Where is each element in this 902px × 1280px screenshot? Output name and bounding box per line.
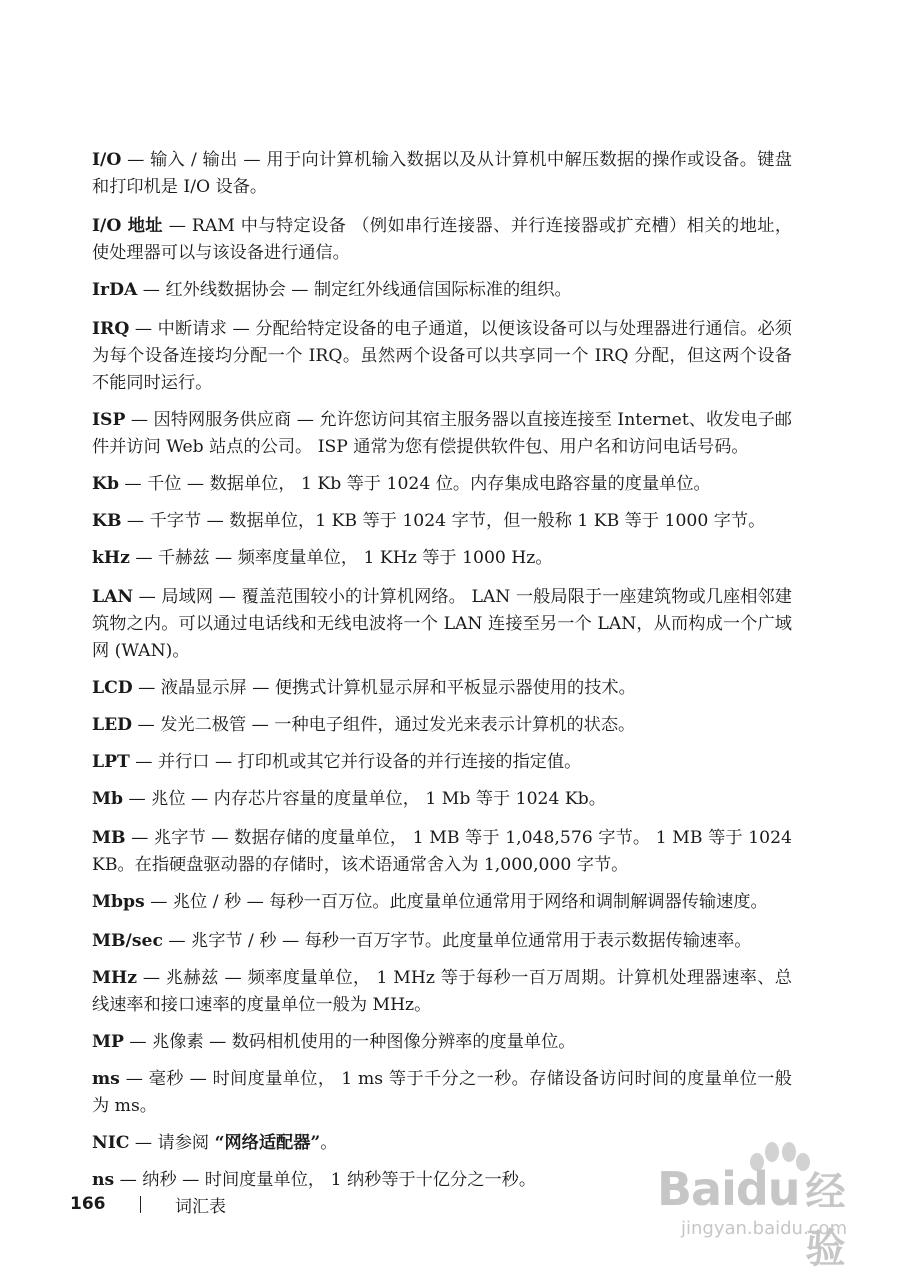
glossary-entry-io: I/O — 输入 / 输出 — 用于向计算机输入数据以及从计算机中解压数据的操作或设备。键盘和打印机是 I/O 设备。 [92, 150, 792, 197]
glossary-entry-mb-sec: MB/sec — 兆字节 / 秒 — 每秒一百万字节。此度量单位通常用于表示数据传输速率。 [92, 931, 752, 951]
glossary-entry-irda: IrDA — 红外线数据协会 — 制定红外线通信国际标准的组织。 [92, 280, 572, 300]
footer-divider [140, 1196, 142, 1213]
glossary-entry-io-address: I/O 地址 — RAM 中与特定设备 （例如串行连接器、并行连接器或扩充槽）相关的地址，使处理器可以与该设备进行通信。 [92, 216, 793, 263]
cross-reference-network-adapter[interactable]: “网络适配器” [214, 1133, 321, 1153]
glossary-entry-mb-byte: MB — 兆字节 — 数据存储的度量单位， 1 MB 等于 1,048,576 字节。 1 MB 等于 1024 KB。在指硬盘驱动器的存储时，该术语通常舍入为 1,000,000 字节。 [92, 828, 792, 875]
glossary-entry-kb-byte: KB — 千字节 — 数据单位，1 KB 等于 1024 字节，但一般称 1 KB 等于 1000 字节。 [92, 511, 766, 531]
glossary-entry-mp: MP — 兆像素 — 数码相机使用的一种图像分辨率的度量单位。 [92, 1032, 576, 1052]
glossary-entry-khz: kHz — 千赫兹 — 频率度量单位， 1 KHz 等于 1000 Hz。 [92, 548, 553, 568]
glossary-list [92, 147, 792, 1206]
glossary-entry-ns: ns — 纳秒 — 时间度量单位， 1 纳秒等于十亿分之一秒。 [92, 1170, 537, 1190]
baidu-jingyan-watermark [657, 1140, 862, 1272]
glossary-entry-mb-bit: Mb — 兆位 — 内存芯片容量的度量单位， 1 Mb 等于 1024 Kb。 [92, 789, 606, 809]
glossary-entry-irq: IRQ — 中断请求 — 分配给特定设备的电子通道，以便该设备可以与处理器进行通信。必须为每个设备连接均分配一个 IRQ。虽然两个设备可以共享同一个 IRQ 分配，但这两个设备不能同时运行。 [92, 319, 792, 393]
glossary-entry-nic: NIC — 请参阅 “网络适配器”。 [92, 1133, 338, 1153]
watermark-logo: Baidu 经验 [657, 1162, 846, 1272]
page-number: 166 [70, 1194, 106, 1214]
glossary-entry-mbps: Mbps — 兆位 / 秒 — 每秒一百万位。此度量单位通常用于网络和调制解调器传输速度。 [92, 892, 768, 912]
glossary-entry-mhz: MHz — 兆赫兹 — 频率度量单位， 1 MHz 等于每秒一百万周期。计算机处理器速率、总线速率和接口速率的度量单位一般为 MHz。 [92, 968, 792, 1015]
glossary-entry-ms: ms — 毫秒 — 时间度量单位， 1 ms 等于千分之一秒。存储设备访问时间的度量单位一般为 ms。 [92, 1069, 792, 1116]
glossary-entry-lcd: LCD — 液晶显示屏 — 便携式计算机显示屏和平板显示器使用的技术。 [92, 678, 636, 698]
glossary-entry-kb-bit: Kb — 千位 — 数据单位， 1 Kb 等于 1024 位。内存集成电路容量的度量单位。 [92, 474, 711, 494]
page-footer [70, 1190, 226, 1218]
glossary-entry-lan: LAN — 局域网 — 覆盖范围较小的计算机网络。 LAN 一般局限于一座建筑物或几座相邻建筑物之内。可以通过电话线和无线电波将一个 LAN 连接至另一个 LAN，从而构成一个广域网 (WAN)。 [92, 587, 792, 661]
glossary-entry-lpt: LPT — 并行口 — 打印机或其它并行设备的并行连接的指定值。 [92, 752, 582, 772]
glossary-entry-isp: ISP — 因特网服务供应商 — 允许您访问其宿主服务器以直接连接至 Internet、收发电子邮件并访问 Web 站点的公司。 ISP 通常为您有偿提供软件包、用户名和访问电话号码。 [92, 410, 792, 457]
watermark-url: jingyan.baidu.com [681, 1218, 848, 1239]
footer-section-title: 词汇表 [175, 1196, 226, 1217]
glossary-entry-led: LED — 发光二极管 — 一种电子组件，通过发光来表示计算机的状态。 [92, 715, 636, 735]
